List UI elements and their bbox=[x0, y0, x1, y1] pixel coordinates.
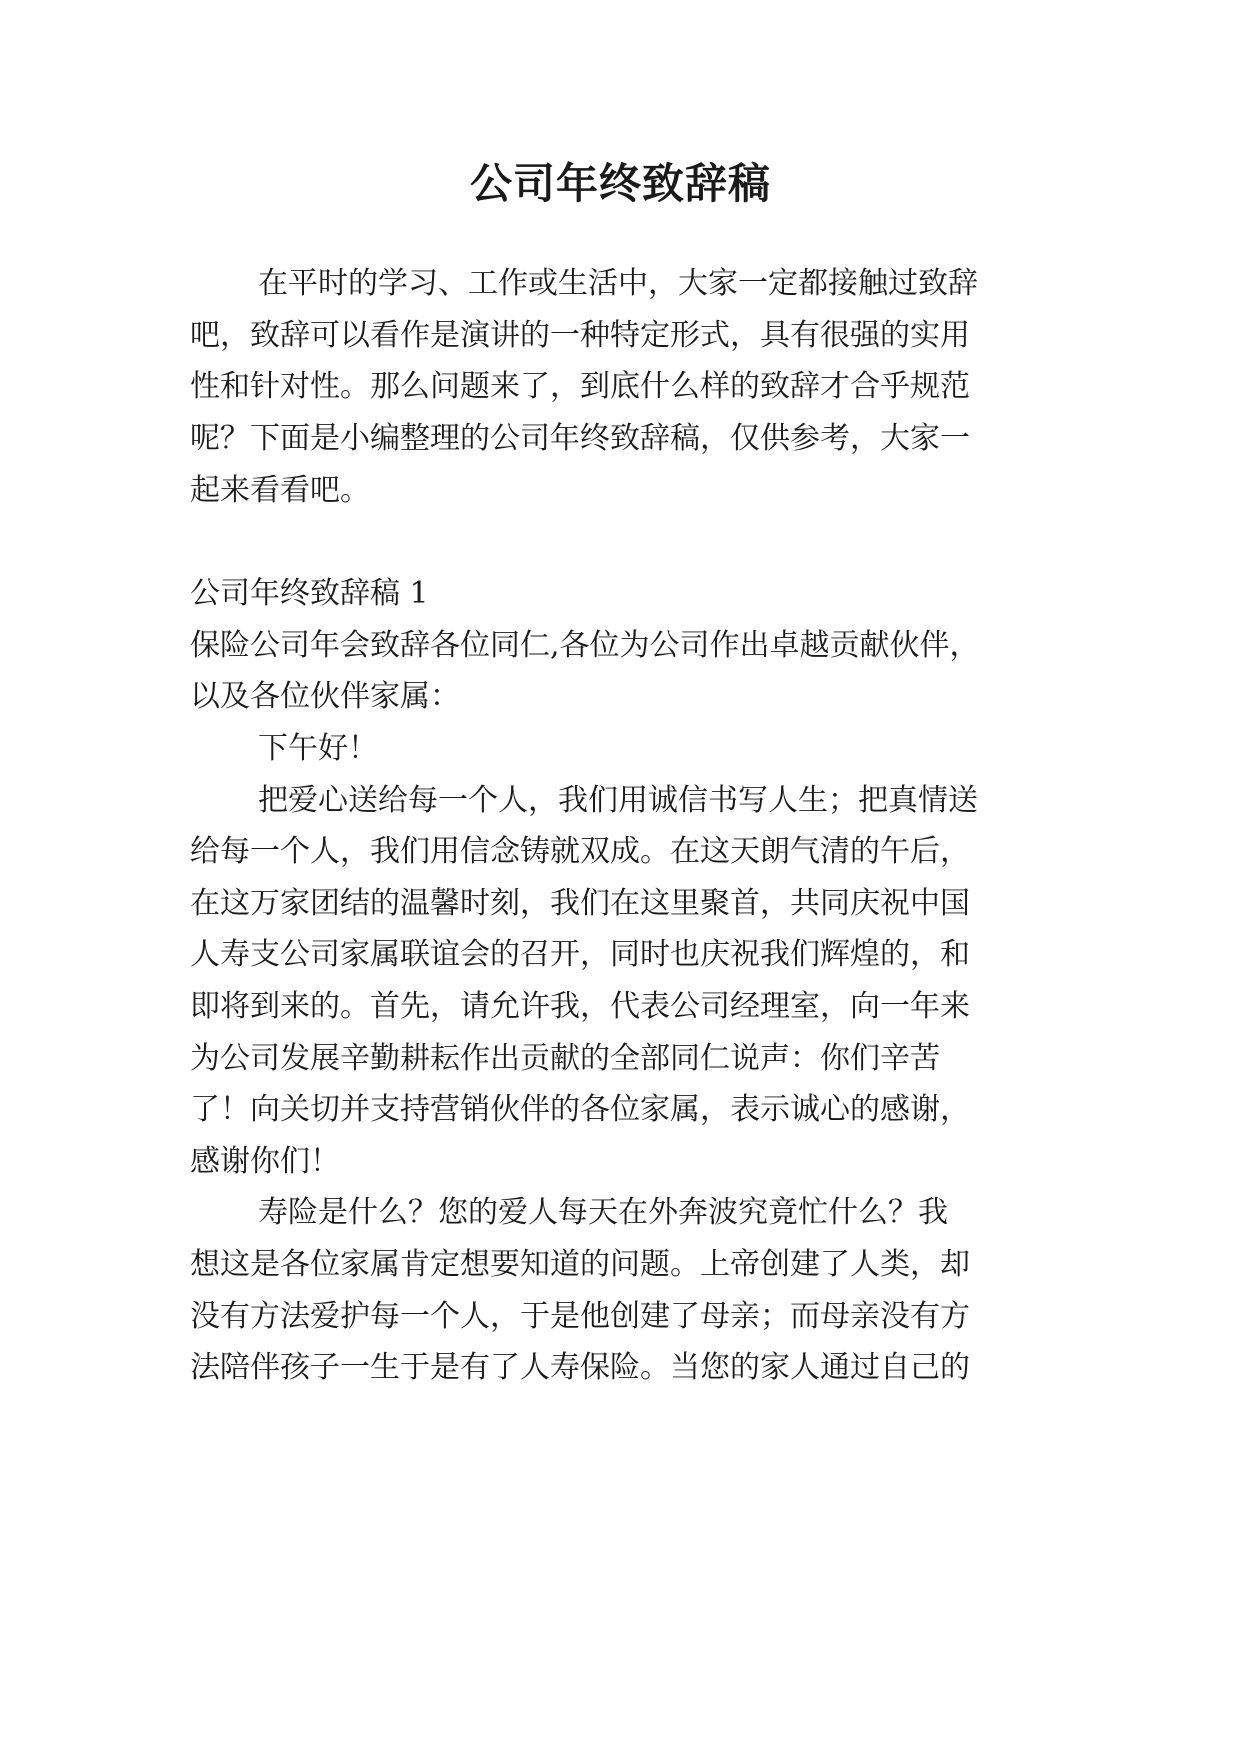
paragraph-line: 法陪伴孩子一生于是有了人寿保险。当您的家人通过自己的 bbox=[190, 1350, 970, 1385]
intro-line: 性和针对性。那么问题来了，到底什么样的致辞才合乎规范 bbox=[190, 369, 970, 404]
intro-line: 起来看看吧。 bbox=[190, 473, 370, 508]
paragraph-line: 把爱心送给每一个人，我们用诚信书写人生；把真情送 bbox=[258, 783, 978, 818]
paragraph-line: 感谢你们！ bbox=[190, 1144, 340, 1179]
intro-line: 呢？下面是小编整理的公司年终致辞稿，仅供参考，大家一 bbox=[190, 421, 970, 456]
salutation-line: 以及各位伙伴家属： bbox=[190, 679, 460, 714]
paragraph-line: 为公司发展辛勤耕耘作出贡献的全部同仁说声：你们辛苦 bbox=[190, 1041, 940, 1076]
document-title: 公司年终致辞稿 bbox=[469, 159, 771, 208]
section-heading: 公司年终致辞稿 1 bbox=[190, 576, 429, 611]
greeting: 下午好！ bbox=[258, 731, 378, 766]
paragraph-line: 人寿支公司家属联谊会的召开，同时也庆祝我们辉煌的，和 bbox=[190, 937, 970, 972]
paragraph-line: 在这万家团结的温馨时刻，我们在这里聚首，共同庆祝中国 bbox=[190, 886, 970, 921]
paragraph-line: 给每一个人，我们用信念铸就双成。在这天朗气清的午后， bbox=[190, 834, 970, 869]
intro-line: 吧，致辞可以看作是演讲的一种特定形式，具有很强的实用 bbox=[190, 318, 970, 353]
paragraph-line: 寿险是什么？您的爱人每天在外奔波究竟忙什么？我 bbox=[258, 1195, 948, 1230]
paragraph-line: 即将到来的。首先，请允许我，代表公司经理室，向一年来 bbox=[190, 989, 970, 1024]
paragraph-line: 没有方法爱护每一个人，于是他创建了母亲；而母亲没有方 bbox=[190, 1299, 970, 1334]
intro-line: 在平时的学习、工作或生活中，大家一定都接触过致辞 bbox=[258, 266, 978, 301]
salutation-line: 保险公司年会致辞各位同仁,各位为公司作出卓越贡献伙伴， bbox=[190, 628, 980, 663]
paragraph-line: 了！向关切并支持营销伙伴的各位家属，表示诚心的感谢， bbox=[190, 1092, 970, 1127]
paragraph-line: 想这是各位家属肯定想要知道的问题。上帝创建了人类，却 bbox=[190, 1247, 970, 1282]
